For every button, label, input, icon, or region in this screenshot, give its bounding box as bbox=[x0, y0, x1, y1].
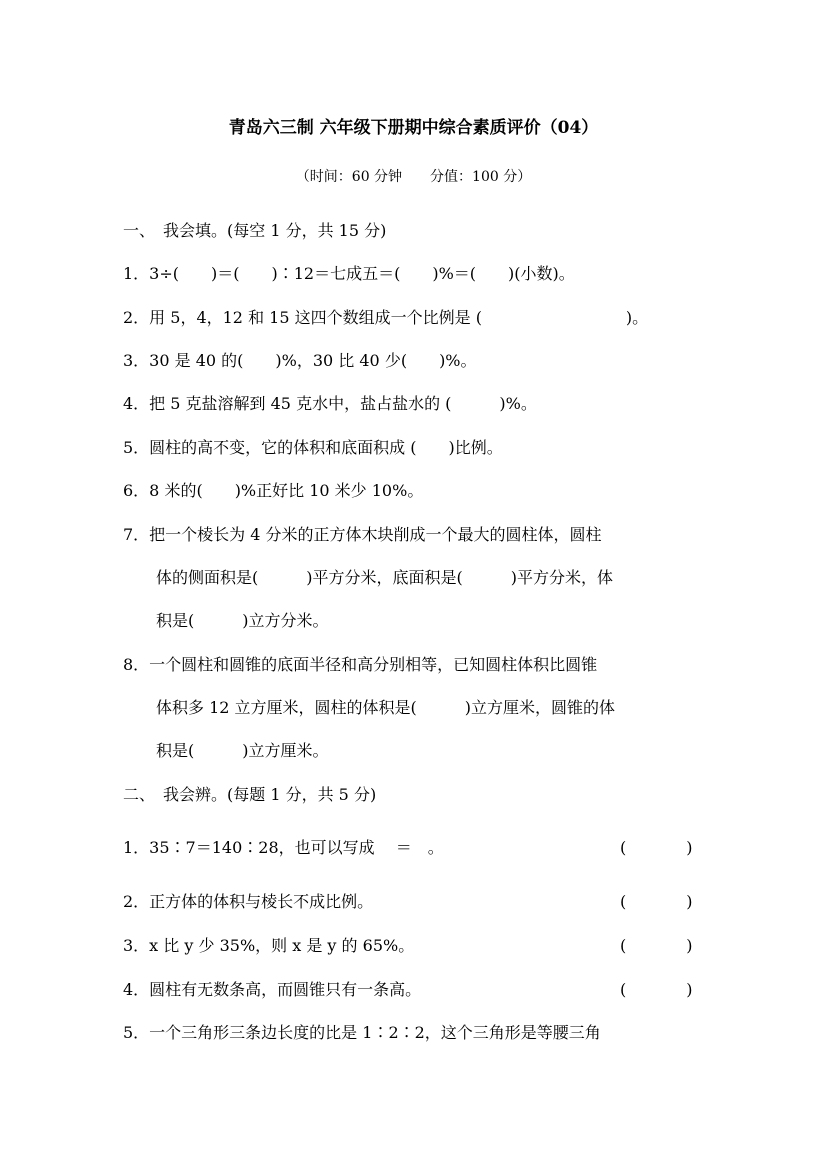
page-title: 青岛六三制 六年级下册期中综合素质评价（04） bbox=[228, 118, 599, 138]
section-1-heading: 一、 我会填。(每空 1 分，共 15 分) bbox=[123, 221, 387, 240]
question-1-1: 1．3÷( )＝( )∶12＝七成五＝( )%＝( )(小数)。 bbox=[123, 264, 575, 283]
question-1-7-line-1: 7．把一个棱长为 4 分米的正方体木块削成一个最大的圆柱体，圆柱 bbox=[123, 525, 602, 544]
exam-info: （时间：60 分钟 分值：100 分） bbox=[295, 169, 532, 185]
question-1-7-line-2: 体的侧面积是( )平方分米，底面积是( )平方分米，体 bbox=[156, 568, 613, 587]
question-1-8-line-3: 积是( )立方厘米。 bbox=[156, 741, 329, 760]
question-1-3: 3．30 是 40 的( )%，30 比 40 少( )%。 bbox=[123, 351, 477, 370]
question-1-2: 2．用 5，4，12 和 15 这四个数组成一个比例是 ( )。 bbox=[123, 308, 649, 327]
question-1-5: 5．圆柱的高不变，它的体积和底面积成 ( )比例。 bbox=[123, 438, 503, 457]
answer-bracket: ( ) bbox=[620, 838, 693, 857]
question-1-6: 6．8 米的( )%正好比 10 米少 10%。 bbox=[123, 481, 424, 500]
question-2-5: 5．一个三角形三条边长度的比是 1∶2∶2，这个三角形是等腰三角 bbox=[123, 1023, 601, 1042]
answer-bracket: ( ) bbox=[620, 980, 693, 999]
question-2-3: 3．x 比 y 少 35%，则 x 是 y 的 65%。 bbox=[123, 936, 415, 955]
question-1-4: 4．把 5 克盐溶解到 45 克水中，盐占盐水的 ( )%。 bbox=[123, 394, 537, 413]
answer-bracket: ( ) bbox=[620, 892, 693, 911]
question-2-2: 2．正方体的体积与棱长不成比例。 bbox=[123, 892, 374, 911]
question-1-8-line-2: 体积多 12 立方厘米，圆柱的体积是( )立方厘米，圆锥的体 bbox=[156, 698, 616, 717]
section-2-heading: 二、 我会辨。(每题 1 分，共 5 分) bbox=[123, 785, 377, 804]
question-2-1: 1．35∶7＝140∶28，也可以写成 ＝ 。 bbox=[123, 838, 444, 857]
question-1-8-line-1: 8．一个圆柱和圆锥的底面半径和高分别相等，已知圆柱体积比圆锥 bbox=[123, 655, 598, 674]
question-2-4: 4．圆柱有无数条高，而圆锥只有一条高。 bbox=[123, 980, 422, 999]
question-1-7-line-3: 积是( )立方分米。 bbox=[156, 611, 329, 630]
answer-bracket: ( ) bbox=[620, 936, 693, 955]
